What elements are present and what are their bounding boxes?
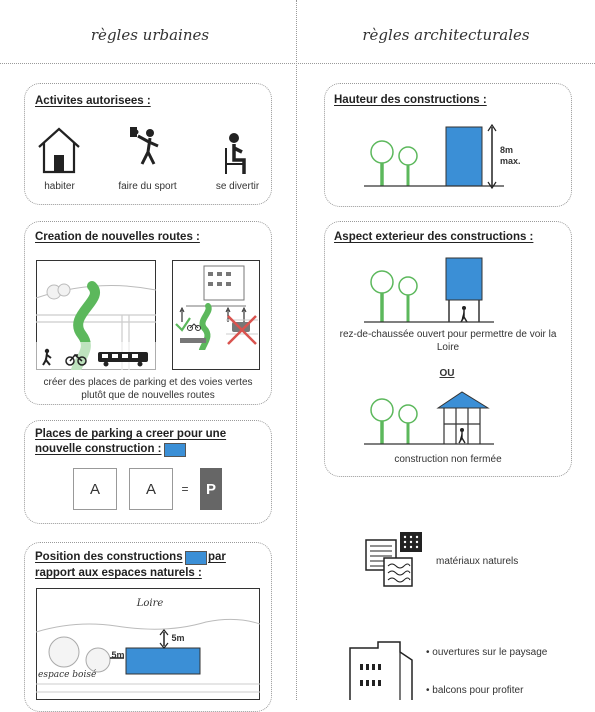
- openings-item-landscape: • ouvertures sur le paysage: [426, 647, 548, 658]
- aspect-caption-non-closed: construction non fermée: [394, 454, 502, 465]
- max-height-suffix: max.: [500, 156, 521, 166]
- non-closed-construction-diagram: [364, 388, 494, 446]
- activity-label-sport: faire du sport: [118, 181, 177, 192]
- parking-box-a1: A: [73, 468, 117, 510]
- position-title-line1: Position des constructions: [35, 551, 183, 563]
- basketball-player-icon: [128, 124, 168, 176]
- parking-title-line1: Places de parking a creer pour une: [35, 428, 227, 440]
- aspect-caption-open: rez-de-chaussée ouvert pour permettre de voir la Loire: [339, 329, 557, 353]
- aspect-title: Aspect exterieur des constructions :: [334, 231, 534, 243]
- openings-item-balconies: • balcons pour profiter: [426, 685, 524, 696]
- header-divider: [0, 63, 595, 64]
- max-height-value: 8m: [500, 145, 514, 155]
- parking-result-p: P: [200, 468, 222, 510]
- open-ground-floor-diagram: [364, 256, 494, 324]
- building-openings-icon: [348, 640, 414, 700]
- or-separator: OU: [439, 368, 455, 379]
- activities-title: Activites autorisees :: [35, 95, 151, 107]
- parking-title-line2: nouvelle construction :: [35, 443, 162, 455]
- architectural-rules-title: règles architecturales: [362, 26, 530, 44]
- column-divider: [296, 0, 297, 700]
- height-diagram: [364, 122, 514, 192]
- distance-left-label: 5m: [111, 650, 125, 660]
- roads-title: Creation de nouvelles routes :: [35, 231, 200, 243]
- height-title: Hauteur des constructions :: [334, 94, 487, 106]
- natural-materials-icon: [364, 530, 424, 588]
- construction-swatch: [185, 551, 207, 565]
- position-title-par: par: [208, 551, 226, 563]
- river-label: Loire: [136, 598, 164, 609]
- roads-caption: créer des places de parking et des voies vertes plutôt que de nouvelles routes: [43, 377, 253, 401]
- parking-equals-sign: =: [181, 482, 189, 496]
- spectator-seated-icon: [220, 130, 252, 178]
- natural-materials-label: matériaux naturels: [436, 556, 519, 567]
- parking-box-a2: A: [129, 468, 173, 510]
- building-unit-swatch: [164, 443, 186, 457]
- green-path-illustration: [36, 260, 156, 370]
- activity-label-divertir: se divertir: [215, 181, 260, 192]
- position-title-line2: rapport aux espaces naturels :: [35, 567, 202, 579]
- forest-label: espace boisé: [38, 670, 97, 680]
- activity-label-habiter: habiter: [44, 181, 75, 192]
- urban-rules-title: règles urbaines: [90, 26, 210, 44]
- distance-top-label: 5m: [171, 633, 185, 643]
- parking-vs-road-illustration: [172, 260, 260, 370]
- house-icon: [36, 125, 82, 175]
